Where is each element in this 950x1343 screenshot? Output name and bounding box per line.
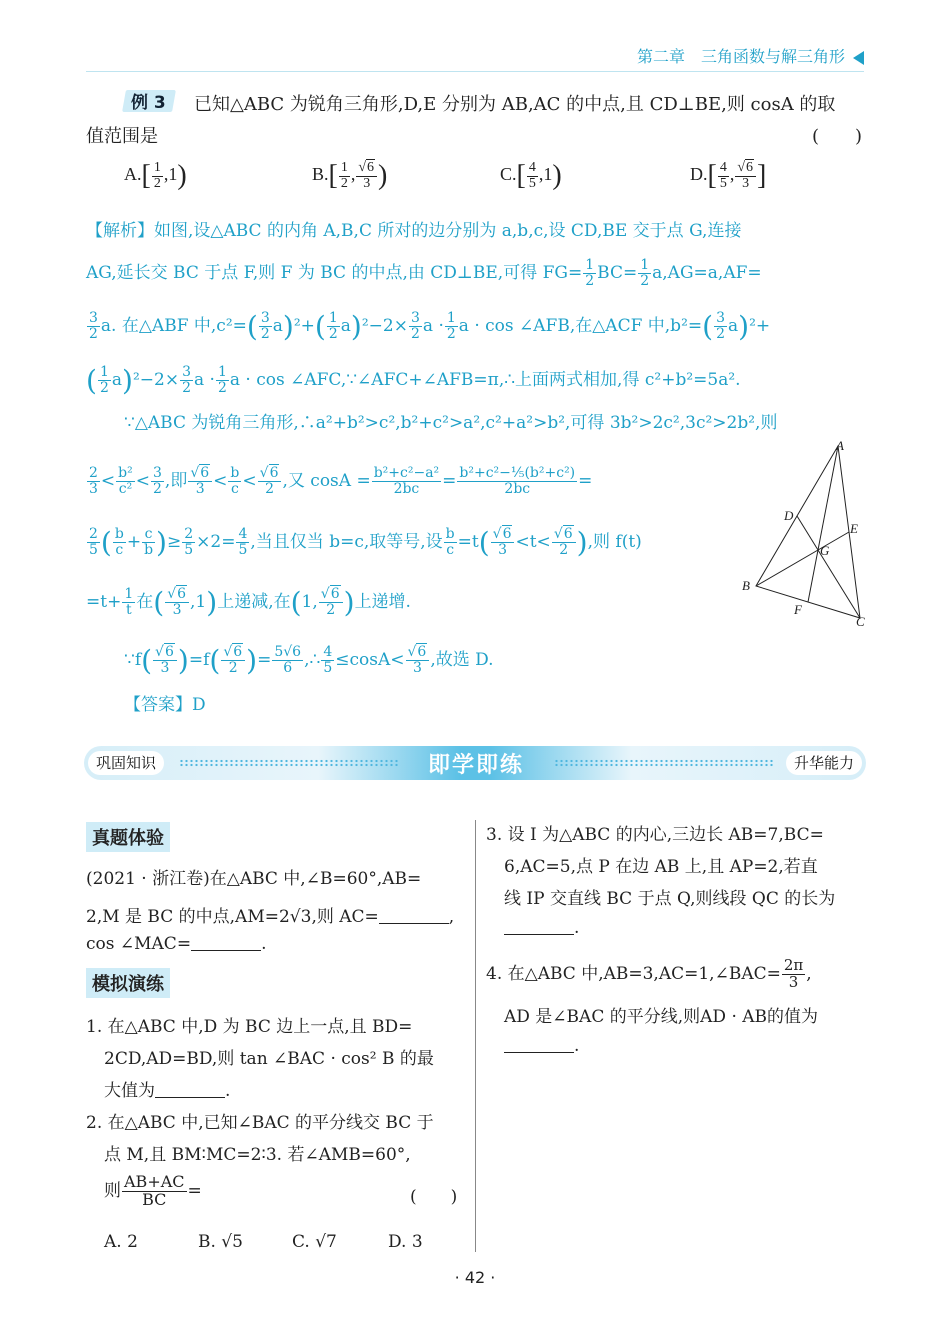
example-stem-line2: 值范围是 (86, 126, 158, 147)
page-number: · 42 · (454, 1268, 496, 1287)
solution-line2: AG,延长交 BC 于点 F,则 F 为 BC 的中点,由 CD⊥BE,可得 FG= $\frac{1}{2}$ BC= $\frac{1}{2}$ a,AG=a,AF= (86, 257, 762, 289)
triangle-figure (740, 440, 870, 630)
label-b: B (742, 578, 750, 593)
practice-banner (84, 746, 866, 780)
q2-option-d: D. 3 (388, 1232, 423, 1252)
banner-right-label: 升华能力 (786, 751, 862, 775)
q1-line2: 2CD,AD=BD,则 tan ∠BAC · cos² B 的最 (104, 1049, 434, 1069)
banner-title: 即学即练 (427, 753, 524, 778)
q2-line1: 2. 在△ABC 中,已知∠BAC 的平分线交 BC 于 (86, 1113, 434, 1133)
q2-line2: 点 M,且 BM∶MC=2∶3. 若∠AMB=60°, (104, 1145, 411, 1165)
chapter-title: 第二章 三角函数与解三角形 (636, 47, 845, 66)
solution-line9: ∵f( $\frac{√6}{3}$ )=f( $\frac{√6}{2}$ )= $\frac{5√6}{6}$ ,∴ $\frac{4}{5}$ ≤cosA< $\frac{√6}{3}$ ,故选 D. (124, 644, 494, 677)
label-a: A (836, 440, 844, 453)
chapter-header (637, 44, 864, 67)
answer-blank (504, 933, 574, 935)
section-title-real-exam: 真题体验 (86, 822, 170, 852)
banner-dots-right (554, 759, 774, 767)
label-c: C (856, 614, 865, 629)
q0-line1: (2021 · 浙江卷)在△ABC 中,∠B=60°,AB= (86, 869, 422, 889)
q4-line2: AD 是∠BAC 的平分线,则AD · AB的值为 (504, 1007, 819, 1027)
q2-option-c: C. √7 (292, 1232, 337, 1252)
header-rule (86, 71, 864, 72)
example-badge: 例 3 (131, 93, 166, 113)
q1-line3: 大值为 . (104, 1081, 231, 1101)
q2-option-b: B. √5 (198, 1232, 243, 1252)
column-divider (475, 820, 476, 1252)
label-e: E (850, 521, 858, 536)
example-stem-line1: 已知△ABC 为锐角三角形,D,E 分别为 AB,AC 的中点,且 CD⊥BE,则 cosA 的取 (194, 94, 836, 115)
example-paren: ( ) (812, 126, 863, 147)
solution-line3: $\frac{3}{2}$ a. 在△ABF 中,c²=( $\frac{3}{2}$ a)²+( $\frac{1}{2}$ a)²−2× $\frac{3}{2}$ a · $\frac{1}{2}$ a · cos ∠AFB,在△ACF 中,b²=( $\frac{3}{2}$ a)²+ (89, 310, 771, 343)
banner-dots-left (179, 759, 399, 767)
q3-blank: . (504, 918, 579, 938)
answer-blank (379, 922, 449, 924)
solution-line5: ∵△ABC 为锐角三角形,∴a²+b²>c²,b²+c²>a²,c²+a²>b²,可得 3b²>2c²,3c²>2b²,则 (124, 413, 778, 433)
solution-answer: 【答案】D (124, 695, 206, 715)
banner-left-label: 巩固知识 (88, 751, 164, 775)
solution-line8: =t+ $\frac{1}{t}$ 在( $\frac{√6}{3}$ ,1)上递减,在(1, $\frac{√6}{2}$ )上递增. (86, 586, 411, 619)
q0-line2: 2,M 是 BC 的中点,AM=2√3,则 AC= , (86, 907, 455, 927)
solution-line7: $\frac{2}{5}$ ( $\frac{b}{c}$ + $\frac{c}{b}$ )≥ $\frac{2}{5}$ ×2= $\frac{4}{5}$ ,当且仅当 b=c,取等号,设 $\frac{b}{c}$ =t( $\frac{√6}{3}$ <t< $\frac{√6}{2}$ ),则 f(t) (89, 526, 642, 559)
option-b: B.[ $\frac{1}{2}$ , $\frac{√6}{3}$ ) (312, 159, 388, 191)
q3-line3: 线 IP 交直线 BC 于点 Q,则线段 QC 的长为 (504, 889, 836, 909)
q3-line1: 3. 设 I 为△ABC 的内心,三边长 AB=7,BC= (486, 825, 824, 845)
q0-line3: cos ∠MAC= . (86, 934, 267, 954)
label-f: F (794, 602, 802, 617)
q2-paren: ( ) (410, 1187, 458, 1207)
option-a: A.[ $\frac{1}{2}$ ,1) (124, 159, 187, 191)
q4-line1: 4. 在△ABC 中,AB=3,AC=1,∠BAC= $\frac{2\pi}{3}$ , (486, 956, 812, 991)
answer-blank (504, 1051, 574, 1053)
option-d: D.[ $\frac{4}{5}$ , $\frac{√6}{3}$ ] (690, 159, 767, 191)
label-d: D (784, 508, 794, 523)
segment-af (808, 446, 838, 602)
answer-blank (191, 949, 261, 951)
solution-line6: $\frac{2}{3}$ < $\frac{\text{b²}}{\text{c²}}$ < $\frac{3}{2}$ ,即 $\frac{√6}{3}$ < $\frac{b}{c}$ < $\frac{√6}{2}$ ,又 cosA = $\frac{\text{b²+c²−a²}}{2bc}$ = $\frac{\text{b²+c²−⅕(b²+c²)}}{2bc}$ = (89, 465, 593, 497)
solution-line4: ( $\frac{1}{2}$ a)²−2× $\frac{3}{2}$ a · $\frac{1}{2}$ a · cos ∠AFC,∵∠AFC+∠AFB=π,∴上面两式相加,得 c²+b²=5a². (86, 364, 741, 397)
answer-blank (155, 1096, 225, 1098)
q4-blank: . (504, 1036, 579, 1056)
q1-line1: 1. 在△ABC 中,D 为 BC 边上一点,且 BD= (86, 1017, 413, 1037)
section-title-mock: 模拟演练 (86, 968, 170, 998)
q2-line3: 则 $\frac{AB+AC}{BC}$ = (104, 1172, 202, 1209)
q3-line2: 6,AC=5,点 P 在边 AB 上,且 AP=2,若直 (504, 857, 818, 877)
triangle-marker-icon (853, 51, 864, 65)
q2-option-a: A. 2 (104, 1232, 138, 1252)
solution-line1: 【解析】如图,设△ABC 的内角 A,B,C 所对的边分别为 a,b,c,设 CD,BE 交于点 G,连接 (86, 221, 742, 241)
option-c: C.[ $\frac{4}{5}$ ,1) (500, 159, 562, 191)
label-g: G (820, 543, 830, 558)
